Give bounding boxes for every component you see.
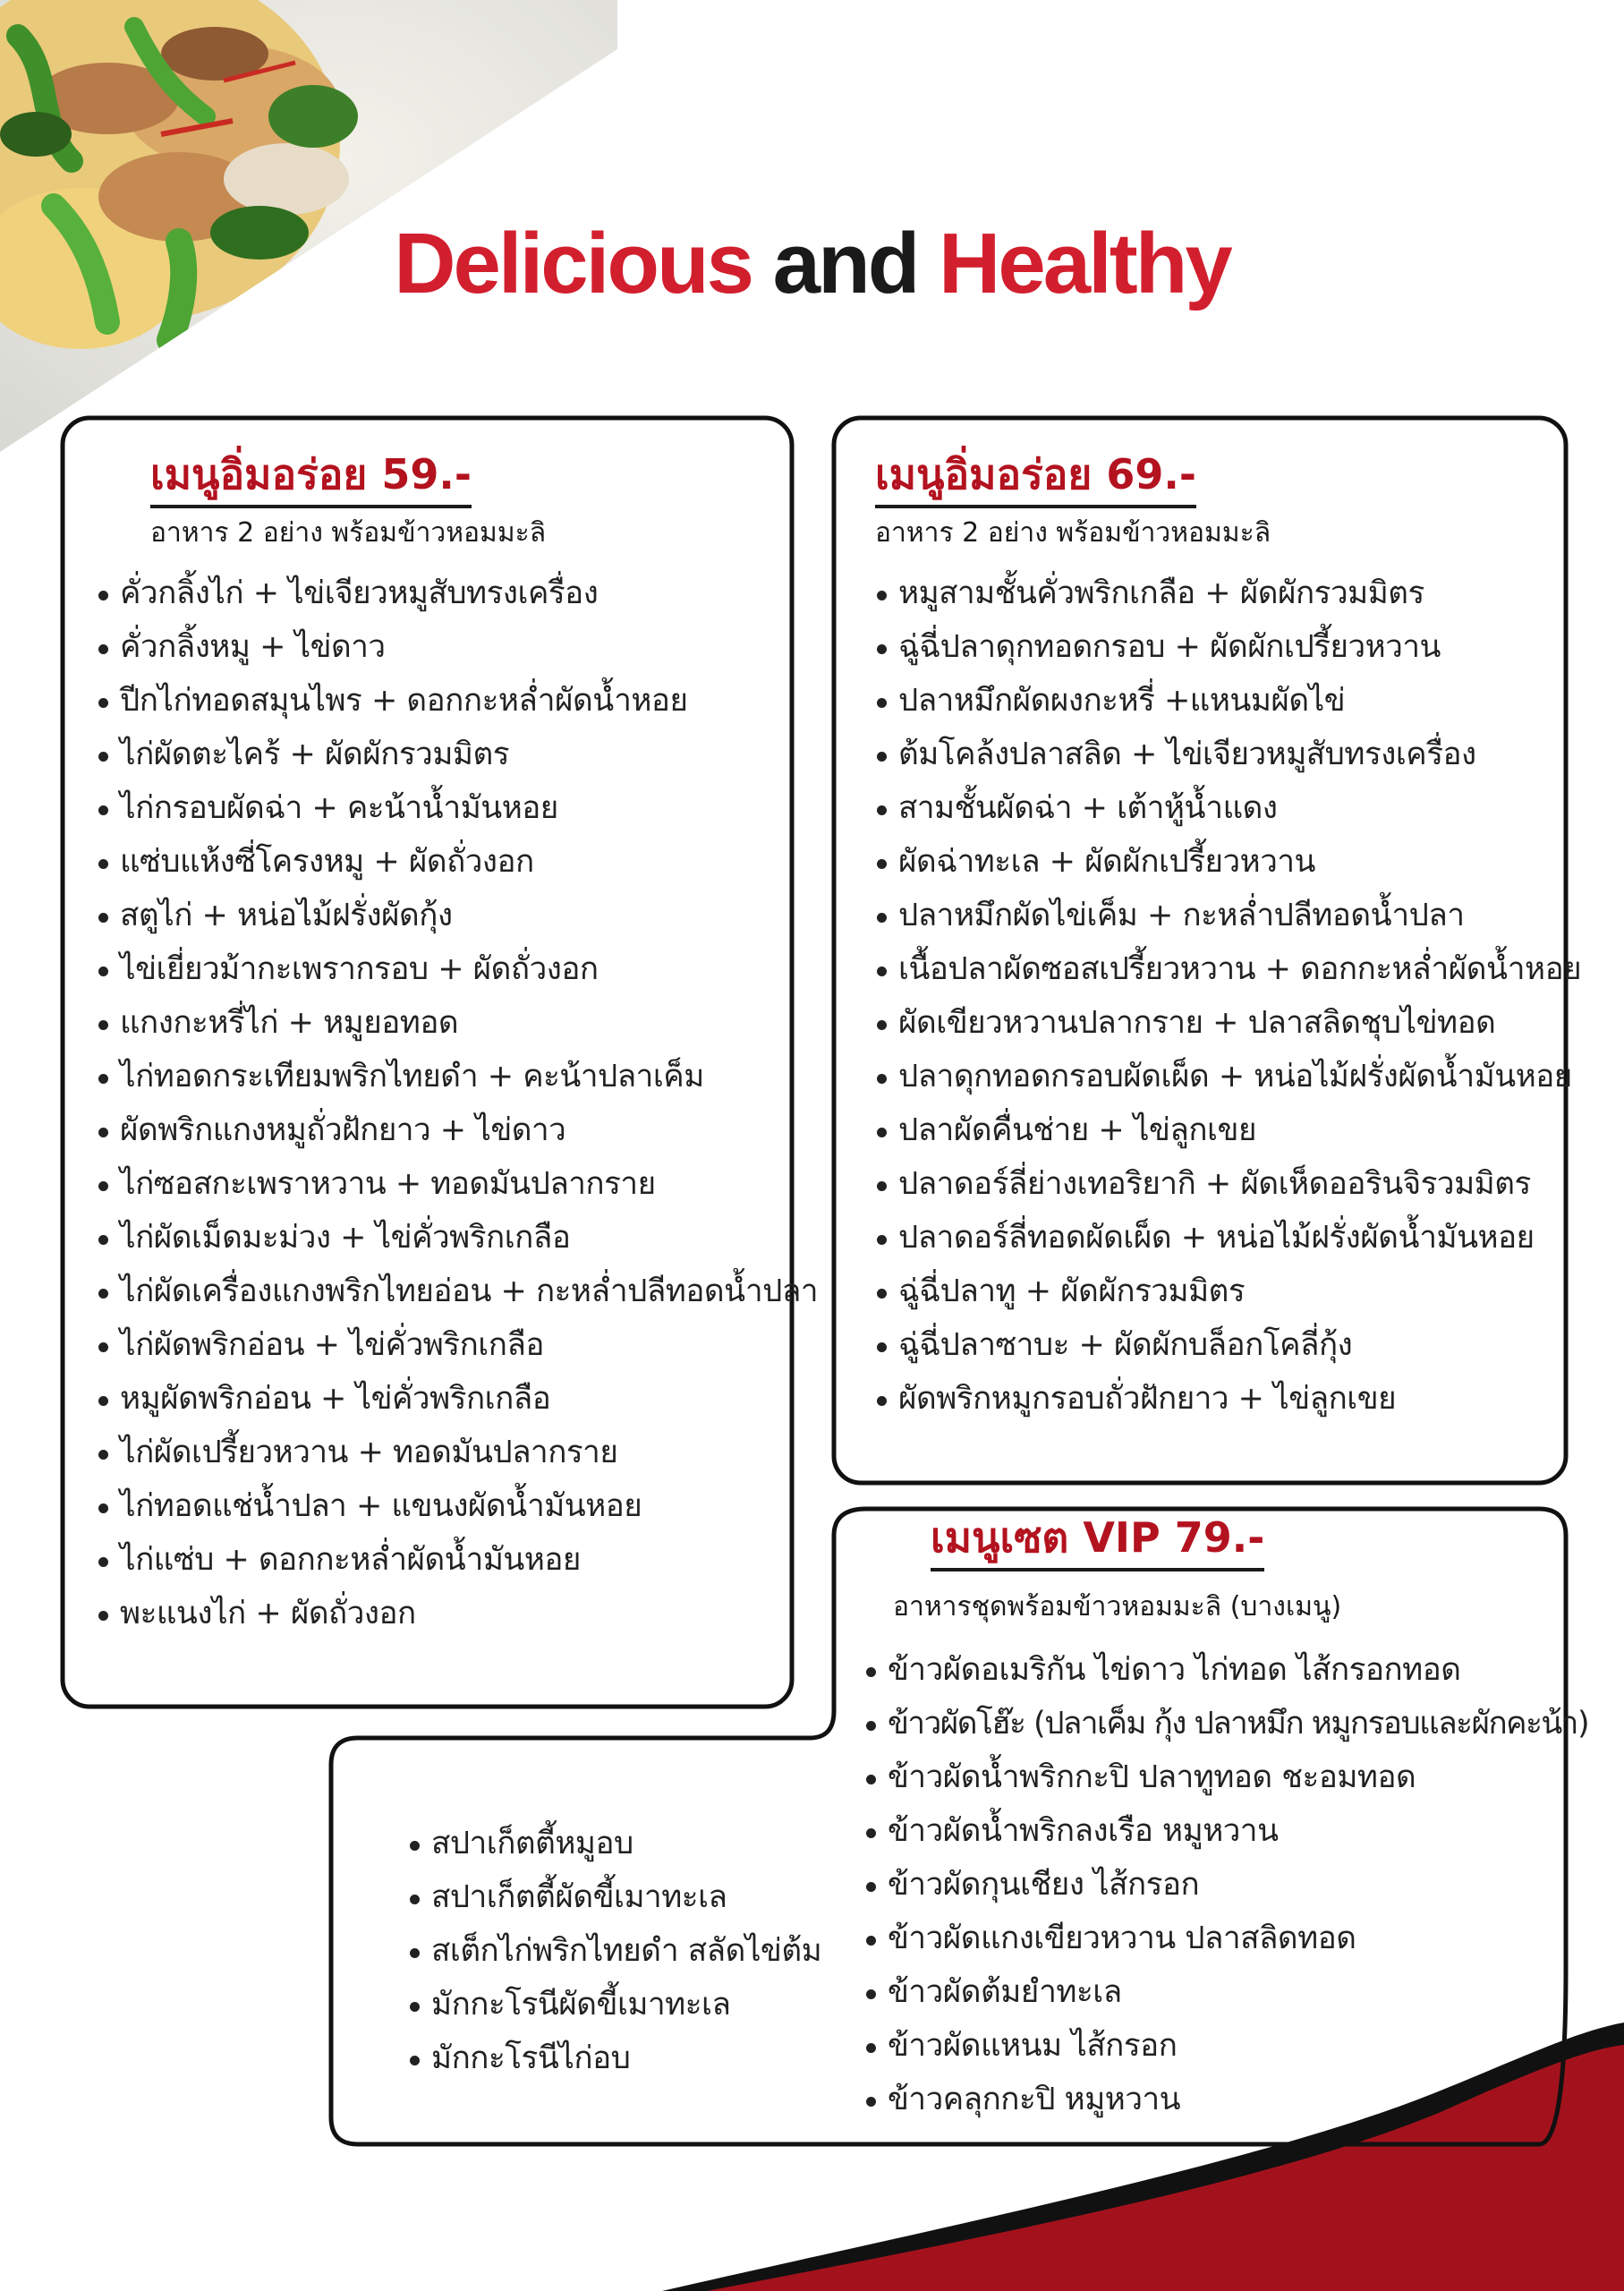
menu-59-list <box>97 566 818 1640</box>
list-item: หมูผัดพริกอ่อน + ไข่คั่วพริกเกลือ <box>97 1372 818 1426</box>
menu-59-title-text: เมนูอิ่มอร่อย 59.- <box>150 450 472 498</box>
list-item: คั่วกลิ้งไก่ + ไข่เจียวหมูสับทรงเครื่อง <box>97 566 818 620</box>
list-item: สเต็กไก่พริกไทยดำ สลัดไข่ต้ม <box>408 1924 821 1978</box>
list-item: ข้าวผัดแหนม ไส้กรอก <box>864 2019 1588 2073</box>
list-item: เนื้อปลาผัดซอสเปรี้ยวหวาน + ดอกกะหล่ำผัดน้ำหอย <box>875 942 1581 996</box>
list-item: ข้าวผัดอเมริกัน ไข่ดาว ไก่ทอด ไส้กรอกทอด <box>864 1643 1588 1697</box>
list-item: ผัดเขียวหวานปลากราย + ปลาสลิดชุบไข่ทอด <box>875 996 1581 1050</box>
list-item: ไก่ผัดตะไคร้ + ผัดผักรวมมิตร <box>97 728 818 781</box>
list-item: ไก่ทอดกระเทียมพริกไทยดำ + คะน้าปลาเค็ม <box>97 1050 818 1103</box>
list-item: ไก่ผัดเม็ดมะม่วง + ไข่คั่วพริกเกลือ <box>97 1211 818 1265</box>
list-item: แกงกะหรี่ไก่ + หมูยอทอด <box>97 996 818 1050</box>
list-item: ฉู่ฉี่ปลาดุกทอดกรอบ + ผัดผักเปรี้ยวหวาน <box>875 620 1581 674</box>
menu-vip-extra-list <box>408 1817 821 2085</box>
menu-69-subtitle: อาหาร 2 อย่าง พร้อมข้าวหอมมะลิ <box>875 517 1271 549</box>
list-item: ปลาดุกทอดกรอบผัดเผ็ด + หน่อไม้ฝรั่งผัดน้ำมันหอย <box>875 1050 1581 1103</box>
list-item: ข้าวผัดโฮ๊ะ (ปลาเค็ม กุ้ง ปลาหมึก หมูกรอบและผักคะน้า) <box>864 1697 1588 1750</box>
list-item: หมูสามชั้นคั่วพริกเกลือ + ผัดผักรวมมิตร <box>875 566 1581 620</box>
list-item: ไก่ผัดพริกอ่อน + ไข่คั่วพริกเกลือ <box>97 1318 818 1372</box>
list-item: มักกะโรนีผัดขี้เมาทะเล <box>408 1978 821 2031</box>
list-item: ไก่ผัดเปรี้ยวหวาน + ทอดมันปลากราย <box>97 1426 818 1479</box>
list-item: ฉู่ฉี่ปลาซาบะ + ผัดผักบล็อกโคลี่กุ้ง <box>875 1318 1581 1372</box>
list-item: สปาเก็ตตี้ผัดขี้เมาทะเล <box>408 1870 821 1924</box>
list-item: ข้าวผัดแกงเขียวหวาน ปลาสลิดทอด <box>864 1912 1588 1965</box>
list-item: คั่วกลิ้งหมู + ไข่ดาว <box>97 620 818 674</box>
list-item: ไข่เยี่ยวม้ากะเพรากรอบ + ผัดถั่วงอก <box>97 942 818 996</box>
list-item: ฉู่ฉี่ปลาทู + ผัดผักรวมมิตร <box>875 1265 1581 1318</box>
list-item: มักกะโรนีไก่อบ <box>408 2031 821 2085</box>
list-item: ข้าวผัดน้ำพริกกะปิ ปลาทูทอด ชะอมทอด <box>864 1750 1588 1804</box>
list-item: ไก่กรอบผัดฉ่า + คะน้าน้ำมันหอย <box>97 781 818 835</box>
list-item: ปลาหมึกผัดไข่เค็ม + กะหล่ำปลีทอดน้ำปลา <box>875 889 1581 942</box>
list-item: ข้าวผัดกุนเชียง ไส้กรอก <box>864 1858 1588 1912</box>
menu-69-title-text: เมนูอิ่มอร่อย 69.- <box>875 450 1196 498</box>
list-item: ผัดพริกหมูกรอบถั่วฝักยาว + ไข่ลูกเขย <box>875 1372 1581 1426</box>
menu-59-subtitle: อาหาร 2 อย่าง พร้อมข้าวหอมมะลิ <box>150 517 547 549</box>
menu-69-list <box>875 566 1581 1426</box>
list-item: ปีกไก่ทอดสมุนไพร + ดอกกะหล่ำผัดน้ำหอย <box>97 674 818 728</box>
menu-vip-title-text: เมนูเซต VIP 79.- <box>931 1513 1265 1562</box>
list-item: ไก่ทอดแช่น้ำปลา + แขนงผัดน้ำมันหอย <box>97 1479 818 1533</box>
list-item: ปลาหมึกผัดผงกะหรี่ +แหนมผัดไข่ <box>875 674 1581 728</box>
menu-vip-title <box>931 1512 1264 1563</box>
headline-and: and <box>772 216 918 311</box>
menu-vip-list <box>864 1643 1588 2126</box>
headline-healthy: Healthy <box>939 216 1230 311</box>
menu-69-title <box>875 449 1196 499</box>
list-item: สปาเก็ตตี้หมูอบ <box>408 1817 821 1870</box>
list-item: ข้าวผัดน้ำพริกลงเรือ หมูหวาน <box>864 1804 1588 1858</box>
list-item: ต้มโคล้งปลาสลิด + ไข่เจียวหมูสับทรงเครื่อง <box>875 728 1581 781</box>
list-item: ผัดพริกแกงหมูถั่วฝักยาว + ไข่ดาว <box>97 1103 818 1157</box>
list-item: ปลาผัดคื่นช่าย + ไข่ลูกเขย <box>875 1103 1581 1157</box>
list-item: ไก่ซอสกะเพราหวาน + ทอดมันปลากราย <box>97 1157 818 1211</box>
list-item: สามชั้นผัดฉ่า + เต้าหู้น้ำแดง <box>875 781 1581 835</box>
list-item: ไก่ผัดเครื่องแกงพริกไทยอ่อน + กะหล่ำปลีทอดน้ำปลา <box>97 1265 818 1318</box>
menu-69-title-underline <box>875 505 1196 508</box>
list-item: แซ่บแห้งซี่โครงหมู + ผัดถั่วงอก <box>97 835 818 889</box>
list-item: ไก่แซ่บ + ดอกกะหล่ำผัดน้ำมันหอย <box>97 1533 818 1587</box>
menu-vip-subtitle: อาหารชุดพร้อมข้าวหอมมะลิ (บางเมนู) <box>893 1591 1342 1622</box>
menu-59-title-underline <box>150 505 472 508</box>
list-item: สตูไก่ + หน่อไม้ฝรั่งผัดกุ้ง <box>97 889 818 942</box>
menu-59-title <box>150 449 472 499</box>
list-item: ปลาดอร์ลี่ย่างเทอริยากิ + ผัดเห็ดออรินจิรวมมิตร <box>875 1157 1581 1211</box>
headline-delicious: Delicious <box>394 216 752 311</box>
list-item: ข้าวผัดต้มยำทะเล <box>864 1965 1588 2019</box>
list-item: ข้าวคลุกกะปิ หมูหวาน <box>864 2073 1588 2126</box>
list-item: ปลาดอร์ลี่ทอดผัดเผ็ด + หน่อไม้ฝรั่งผัดน้ำมันหอย <box>875 1211 1581 1265</box>
list-item: ผัดฉ่าทะเล + ผัดผักเปรี้ยวหวาน <box>875 835 1581 889</box>
list-item: พะแนงไก่ + ผัดถั่วงอก <box>97 1587 818 1640</box>
menu-vip-title-underline <box>931 1568 1264 1571</box>
